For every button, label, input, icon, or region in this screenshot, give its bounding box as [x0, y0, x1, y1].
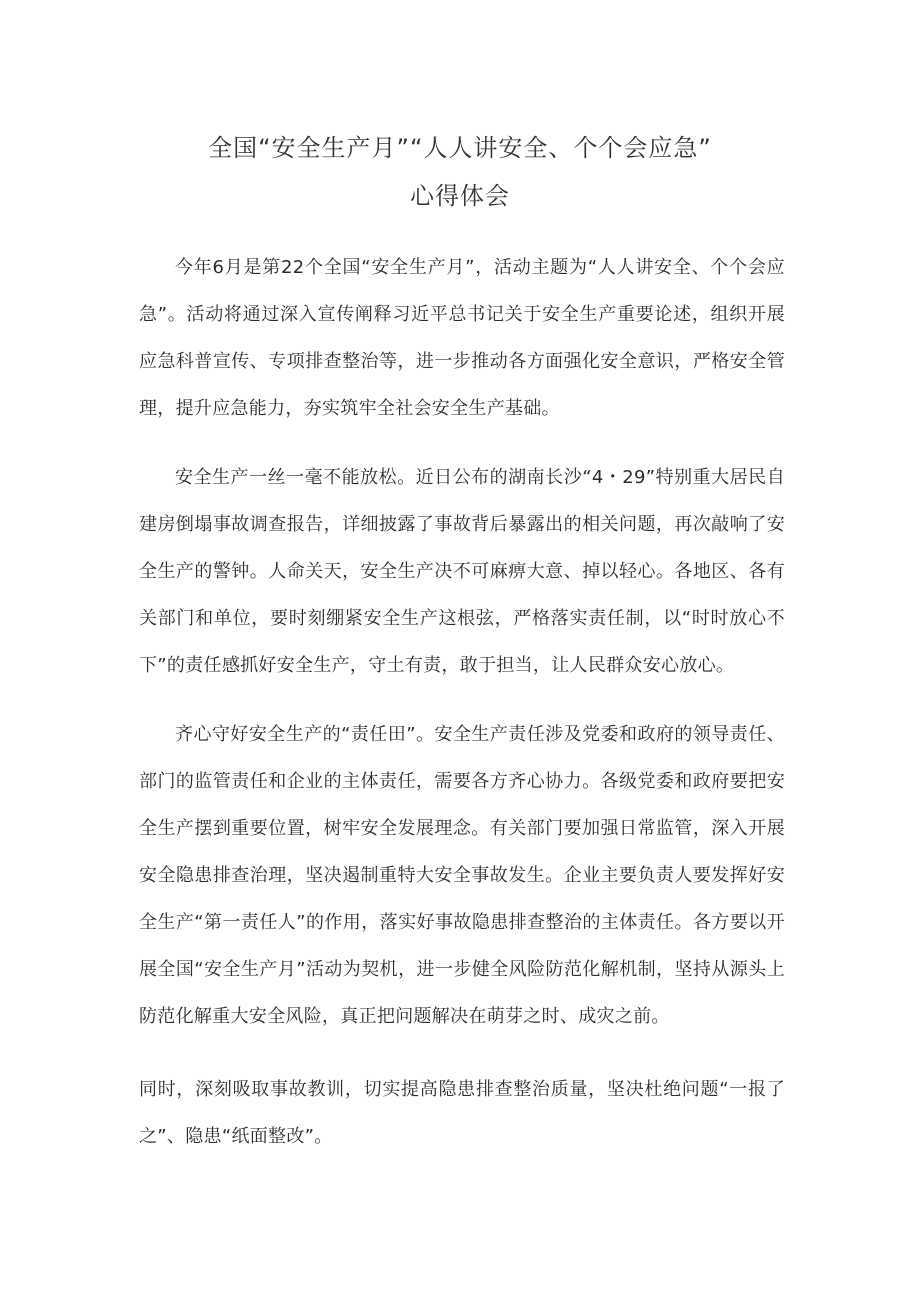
paragraph-2: 安全生产一丝一毫不能放松。近日公布的湖南长沙“4・29”特别重大居民自建房倒塌事故调查报告，详细披露了事故背后暴露出的相关问题，再次敲响了安全生产的警钟。人命关天，安全生产决不可麻痹大意、掉以轻心。各地区、各有关部门和单位，要时刻绷紧安全生产这根弦，严格落实责任制，以“时时放心不下”的责任感抓好安全生产，守土有责，敢于担当，让人民群众安心放心。 — [139, 467, 785, 676]
document-title-line-2: 心得体会 — [410, 182, 510, 210]
document-title-line-1: 全国“安全生产月”“人人讲安全、个个会应急” — [208, 134, 712, 162]
paragraph-1: 今年6月是第22个全国“安全生产月”，活动主题为“人人讲安全、个个会应急”。活动将通过深入宣传阐释习近平总书记关于安全生产重要论述，组织开展应急科普宣传、专项排查整治等，进一步推动各方面强化安全意识，严格安全管理，提升应急能力，夯实筑牢全社会安全生产基础。 — [139, 257, 785, 419]
paragraph-4: 同时，深刻吸取事故教训，切实提高隐患排查整治质量，坚决杜绝问题“一报了之”、隐患“纸面整改”。 — [139, 1079, 785, 1147]
paragraph-3: 齐心守好安全生产的“责任田”。安全生产责任涉及党委和政府的领导责任、部门的监管责任和企业的主体责任，需要各方齐心协力。各级党委和政府要把安全生产摆到重要位置，树牢安全发展理念。有关部门要加强日常监管，深入开展安全隐患排查治理，坚决遏制重特大安全事故发生。企业主要负责人要发挥好安全生产“第一责任人”的作用，落实好事故隐患排查整治的主体责任。各方要以开展全国“安全生产月”活动为契机，进一步健全风险防范化解机制，坚持从源头上防范化解重大安全风险，真正把问题解决在萌芽之时、成灾之前。 — [139, 724, 785, 1027]
